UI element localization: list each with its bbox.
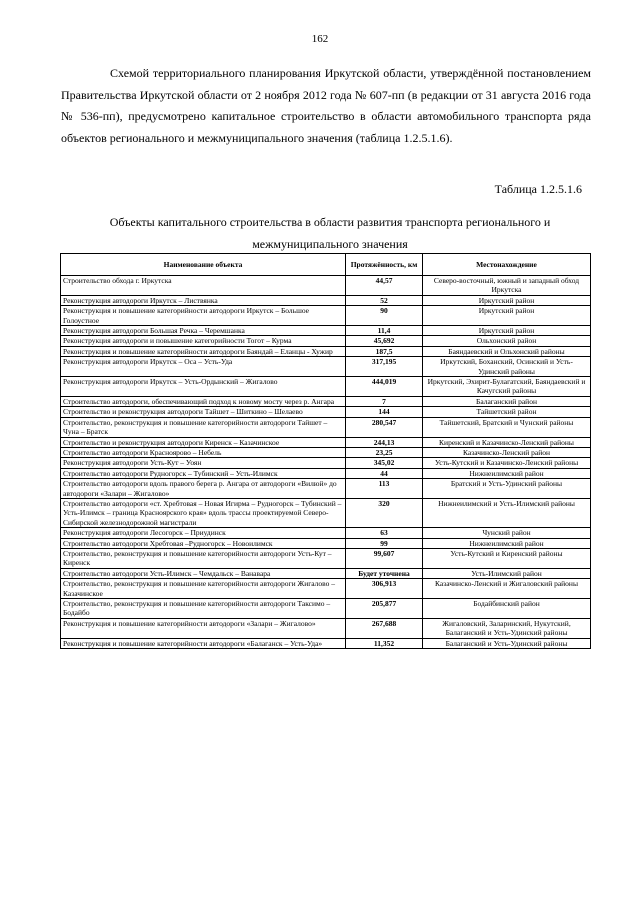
table-title: Объекты капитального строительства в области развития транспорта регионального и межмуниципального значения: [109, 215, 551, 251]
length-cell: 317,195: [346, 357, 423, 377]
location-cell: Усть-Кутский и Киренский районы: [423, 548, 591, 568]
length-cell: 11,4: [346, 326, 423, 336]
object-name-cell: Реконструкция автодороги Иркутск – Листвянка: [61, 295, 346, 305]
object-name-cell: Реконструкция автодороги Большая Речка – Черемшанка: [61, 326, 346, 336]
location-cell: Киренский и Казачинско-Ленский районы: [423, 437, 591, 447]
object-name-cell: Строительство автодороги вдоль правого берега р. Ангара от автодороги «Вилюй» до автодороги «Залари – Жигалово»: [61, 479, 346, 499]
table-row: [61, 407, 591, 417]
object-name-cell: Реконструкция автодороги Иркутск – Оса – Усть-Уда: [61, 357, 346, 377]
object-name-cell: Строительство автодороги Красноярово – Небель: [61, 447, 346, 457]
table-row: [61, 326, 591, 336]
location-cell: Казачинско-Ленский район: [423, 447, 591, 457]
location-cell: Иркутский, Эхирит-Булагатский, Баяндаевский и Качугский районы: [423, 377, 591, 397]
object-name-cell: Реконструкция и повышение категорийности автодороги «Балаганск – Усть-Уда»: [61, 638, 346, 648]
location-cell: Иркутский район: [423, 295, 591, 305]
length-cell: 11,352: [346, 638, 423, 648]
header-length: Протяжённость, км: [346, 254, 423, 276]
location-cell: Тайшетский, Братский и Чунский районы: [423, 417, 591, 437]
table-row: [61, 357, 591, 377]
location-cell: Балаганский район: [423, 396, 591, 406]
length-cell: 244,13: [346, 437, 423, 447]
table-row: [61, 568, 591, 578]
object-name-cell: Строительство и реконструкция автодороги Киренск – Казачинское: [61, 437, 346, 447]
table-row: [61, 396, 591, 406]
location-cell: Жигаловский, Заларинский, Нукутский, Балаганский и Усть-Удинский районы: [423, 618, 591, 638]
table-row: [61, 538, 591, 548]
object-name-cell: Строительство автодороги «ст. Хребтовая – Новая Игирма – Рудногорск – Тубинский – Усть-Илимск – граница Красноярского края» вдоль трассы проектируемой Северо-Сибирской железнодорожной магистрали: [61, 498, 346, 527]
length-cell: 187,5: [346, 346, 423, 356]
length-cell: 45,692: [346, 336, 423, 346]
length-cell: 345,02: [346, 458, 423, 468]
length-cell: 280,547: [346, 417, 423, 437]
object-name-cell: Строительство и реконструкция автодороги Тайшет – Шиткино – Шелаево: [61, 407, 346, 417]
object-name-cell: Реконструкция автодороги Усть-Кут – Уоян: [61, 458, 346, 468]
location-cell: Чунский район: [423, 528, 591, 538]
table-row: [61, 437, 591, 447]
table-row: [61, 276, 591, 296]
location-cell: Иркутский район: [423, 326, 591, 336]
object-name-cell: Строительство, реконструкция и повышение категорийности автодороги Таксимо – Бодайбо: [61, 599, 346, 619]
table-row: [61, 306, 591, 326]
table-body: [61, 276, 591, 649]
table-row: [61, 346, 591, 356]
location-cell: Балаганский и Усть-Удинский районы: [423, 638, 591, 648]
length-cell: 306,913: [346, 579, 423, 599]
table-row: [61, 638, 591, 648]
intro-paragraph: Схемой территориального планирования Иркутской области, утверждённой постановлением Правительства Иркутской области от 2 ноября 2012 года № 607-пп (в редакции от 31 августа 2016 года № 536-пп), предусмотрено капитальное строительство в области автомобильного транспорта ряда объектов регионального и межмуниципального значения (таблица 1.2.5.1.6).: [61, 66, 591, 145]
object-name-cell: Строительство автодороги Хребтовая –Рудногорск – Новоилимск: [61, 538, 346, 548]
table-row: [61, 479, 591, 499]
object-name-cell: Строительство обхода г. Иркутска: [61, 276, 346, 296]
table-row: [61, 599, 591, 619]
object-name-cell: Строительство автодороги Усть-Илимск – Чемдальск – Ванавара: [61, 568, 346, 578]
table-row: [61, 468, 591, 478]
location-cell: Иркутский, Боханский, Осинский и Усть-Удинский районы: [423, 357, 591, 377]
length-cell: Будет уточнена: [346, 568, 423, 578]
location-cell: Баяндаевский и Ольхонский районы: [423, 346, 591, 356]
page-number: 162: [311, 33, 329, 45]
table-row: [61, 417, 591, 437]
length-cell: 444,019: [346, 377, 423, 397]
object-name-cell: Реконструкция и повышение категорийности автодороги Иркутск – Большое Голоустное: [61, 306, 346, 326]
table-row: [61, 579, 591, 599]
header-name: Наименование объекта: [61, 254, 346, 276]
length-cell: 63: [346, 528, 423, 538]
object-name-cell: Строительство автодороги, обеспечивающий подход к новому мосту через р. Ангара: [61, 396, 346, 406]
table-row: [61, 336, 591, 346]
length-cell: 99,607: [346, 548, 423, 568]
table-row: [61, 498, 591, 527]
location-cell: Тайшетский район: [423, 407, 591, 417]
object-name-cell: Строительство автодороги Рудногорск – Тубинский – Усть-Илимск: [61, 468, 346, 478]
object-name-cell: Строительство, реконструкция и повышение категорийности автодороги Усть-Кут – Киренск: [61, 548, 346, 568]
length-cell: 44: [346, 468, 423, 478]
length-cell: 320: [346, 498, 423, 527]
object-name-cell: Реконструкция автодороги и повышение категорийности Тогот – Курма: [61, 336, 346, 346]
object-name-cell: Строительство, реконструкция и повышение категорийности автодороги Жигалово – Казачинское: [61, 579, 346, 599]
length-cell: 99: [346, 538, 423, 548]
location-cell: Ольхонский район: [423, 336, 591, 346]
length-cell: 7: [346, 396, 423, 406]
header-location: Местонахождение: [423, 254, 591, 276]
length-cell: 90: [346, 306, 423, 326]
table-row: [61, 458, 591, 468]
object-name-cell: Строительство, реконструкция и повышение категорийности автодороги Тайшет – Чуна – Братск: [61, 417, 346, 437]
location-cell: Усть-Кутский и Казачинско-Ленский районы: [423, 458, 591, 468]
location-cell: Нижнеилимский и Усть-Илимский районы: [423, 498, 591, 527]
table-row: [61, 618, 591, 638]
location-cell: Северо-восточный, южный и западный обход Иркутска: [423, 276, 591, 296]
object-name-cell: Реконструкция и повышение категорийности автодороги Баяндай – Еланцы - Хужир: [61, 346, 346, 356]
table-row: [61, 377, 591, 397]
location-cell: Бодайбинский район: [423, 599, 591, 619]
length-cell: 52: [346, 295, 423, 305]
location-cell: Иркутский район: [423, 306, 591, 326]
location-cell: Братский и Усть-Удинский районы: [423, 479, 591, 499]
length-cell: 44,57: [346, 276, 423, 296]
objects-table: [60, 253, 591, 649]
location-cell: Нижнеилимский район: [423, 468, 591, 478]
object-name-cell: Реконструкция и повышение категорийности автодороги «Залари – Жигалово»: [61, 618, 346, 638]
table-row: [61, 295, 591, 305]
table-row: [61, 447, 591, 457]
length-cell: 23,25: [346, 447, 423, 457]
length-cell: 113: [346, 479, 423, 499]
length-cell: 205,877: [346, 599, 423, 619]
length-cell: 144: [346, 407, 423, 417]
length-cell: 267,688: [346, 618, 423, 638]
location-cell: Казачинско-Ленский и Жигаловский районы: [423, 579, 591, 599]
location-cell: Усть-Илимский район: [423, 568, 591, 578]
table-row: [61, 548, 591, 568]
table-header-row: [61, 254, 591, 276]
table-number: Таблица 1.2.5.1.6: [494, 182, 582, 196]
object-name-cell: Реконструкция автодороги Иркутск – Усть-Ордынский – Жигалово: [61, 377, 346, 397]
location-cell: Нижнеилимский район: [423, 538, 591, 548]
object-name-cell: Реконструкция автодороги Лесогорск – Приудинск: [61, 528, 346, 538]
table-row: [61, 528, 591, 538]
